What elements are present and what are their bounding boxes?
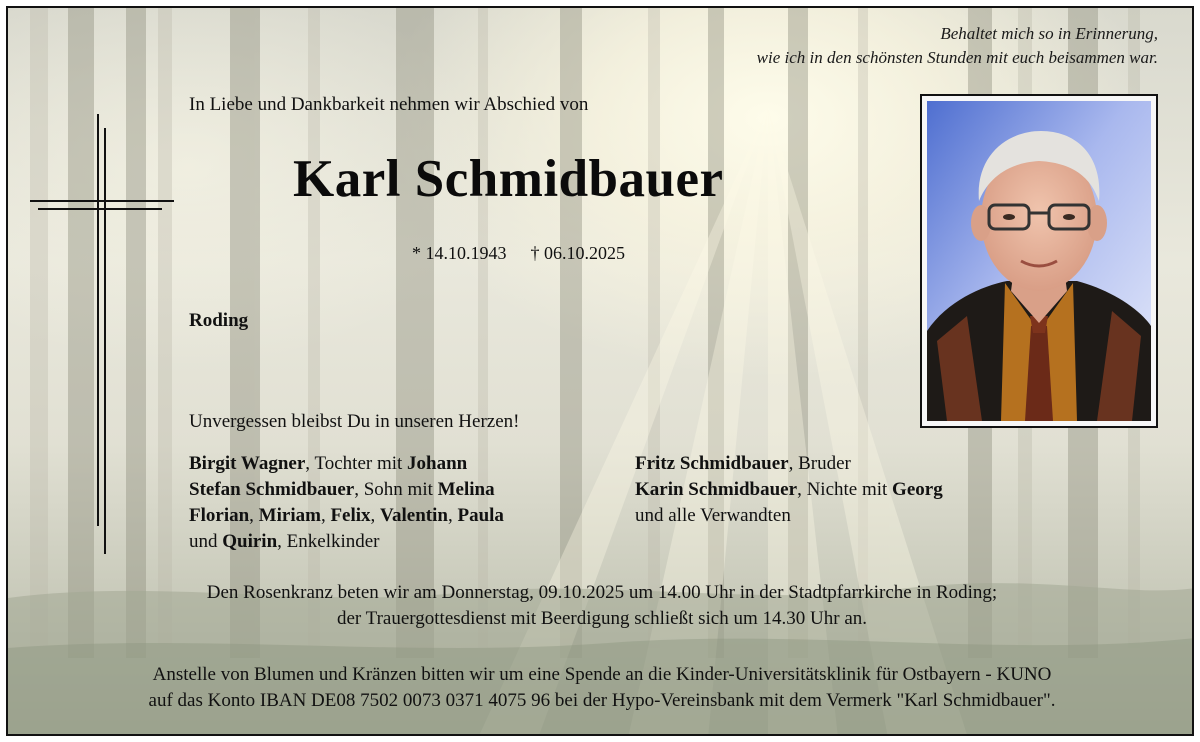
grandchild-name: Paula: [457, 505, 504, 526]
motto-line-1: Behaltet mich so in Erinnerung,: [940, 24, 1158, 43]
intro-text: In Liebe und Dankbarkeit nehmen wir Abschied von: [189, 94, 589, 115]
service-line-1: Den Rosenkranz beten wir am Donnerstag, 09.10.2025 um 14.00 Uhr in der Stadtpfarrkirche in Roding;: [206, 582, 998, 603]
birth-date: * 14.10.1943: [412, 243, 507, 263]
mourner-line: [635, 451, 943, 477]
mourner-line: [635, 477, 943, 503]
mourner-line: [189, 451, 504, 477]
portrait-photo: [927, 101, 1151, 421]
cross-icon: [28, 114, 178, 554]
mourner-line: und Quirin, Enkelkinder: [189, 531, 380, 552]
obituary-card: [6, 6, 1194, 736]
grandchild-name: Valentin: [380, 505, 448, 526]
donation-line-2: auf das Konto IBAN DE08 7502 0073 0371 4075 96 bei der Hypo-Vereinsbank mit dem Vermerk "Karl Schmidbauer".: [148, 690, 1056, 711]
hometown: Roding: [189, 310, 249, 331]
mourner-name: Karin Schmidbauer: [635, 479, 798, 500]
life-dates: [412, 243, 625, 264]
donation-info: [8, 662, 1194, 714]
grandchild-name: Florian: [189, 505, 250, 526]
mourner-name: Stefan Schmidbauer: [189, 479, 355, 500]
mourners-left: [189, 451, 504, 555]
motto-line-2: wie ich in den schönsten Stunden mit euch beisammen war.: [756, 48, 1158, 67]
service-line-2: der Trauergottesdienst mit Beerdigung schließt sich um 14.30 Uhr an.: [337, 608, 867, 629]
service-info: [8, 580, 1194, 632]
grandchild-name: Felix: [330, 505, 371, 526]
mourner-relation: , Tochter mit: [305, 453, 408, 474]
mourner-line: [189, 477, 504, 503]
mourner-name: Georg: [892, 479, 943, 500]
grandchild-name: Miriam: [258, 505, 321, 526]
mourners-right: [635, 451, 943, 529]
mourner-relation: , Nichte mit: [797, 479, 893, 500]
mourner-relation: , Enkelkinder: [277, 531, 380, 552]
deceased-name: Karl Schmidbauer: [293, 150, 724, 208]
mourner-relation: , Sohn mit: [354, 479, 438, 500]
death-date: † 06.10.2025: [530, 243, 625, 263]
donation-line-1: Anstelle von Blumen und Kränzen bitten wir um eine Spende an die Kinder-Universitätsklinik für Ostbayern - KUNO: [152, 664, 1052, 685]
portrait-frame: [920, 94, 1158, 428]
unforgotten-text: Unvergessen bleibst Du in unseren Herzen!: [189, 411, 520, 432]
motto: [757, 22, 1158, 70]
mourner-line: und alle Verwandten: [635, 505, 791, 526]
mourner-relation: , Bruder: [788, 453, 851, 474]
mourner-name: Fritz Schmidbauer: [635, 453, 789, 474]
mourner-name: Birgit Wagner: [189, 453, 306, 474]
mourner-name: Melina: [437, 479, 495, 500]
mourner-name: Johann: [407, 453, 468, 474]
mourner-line: Florian, Miriam, Felix, Valentin, Paula: [189, 505, 504, 526]
grandchild-name: Quirin: [222, 531, 278, 552]
